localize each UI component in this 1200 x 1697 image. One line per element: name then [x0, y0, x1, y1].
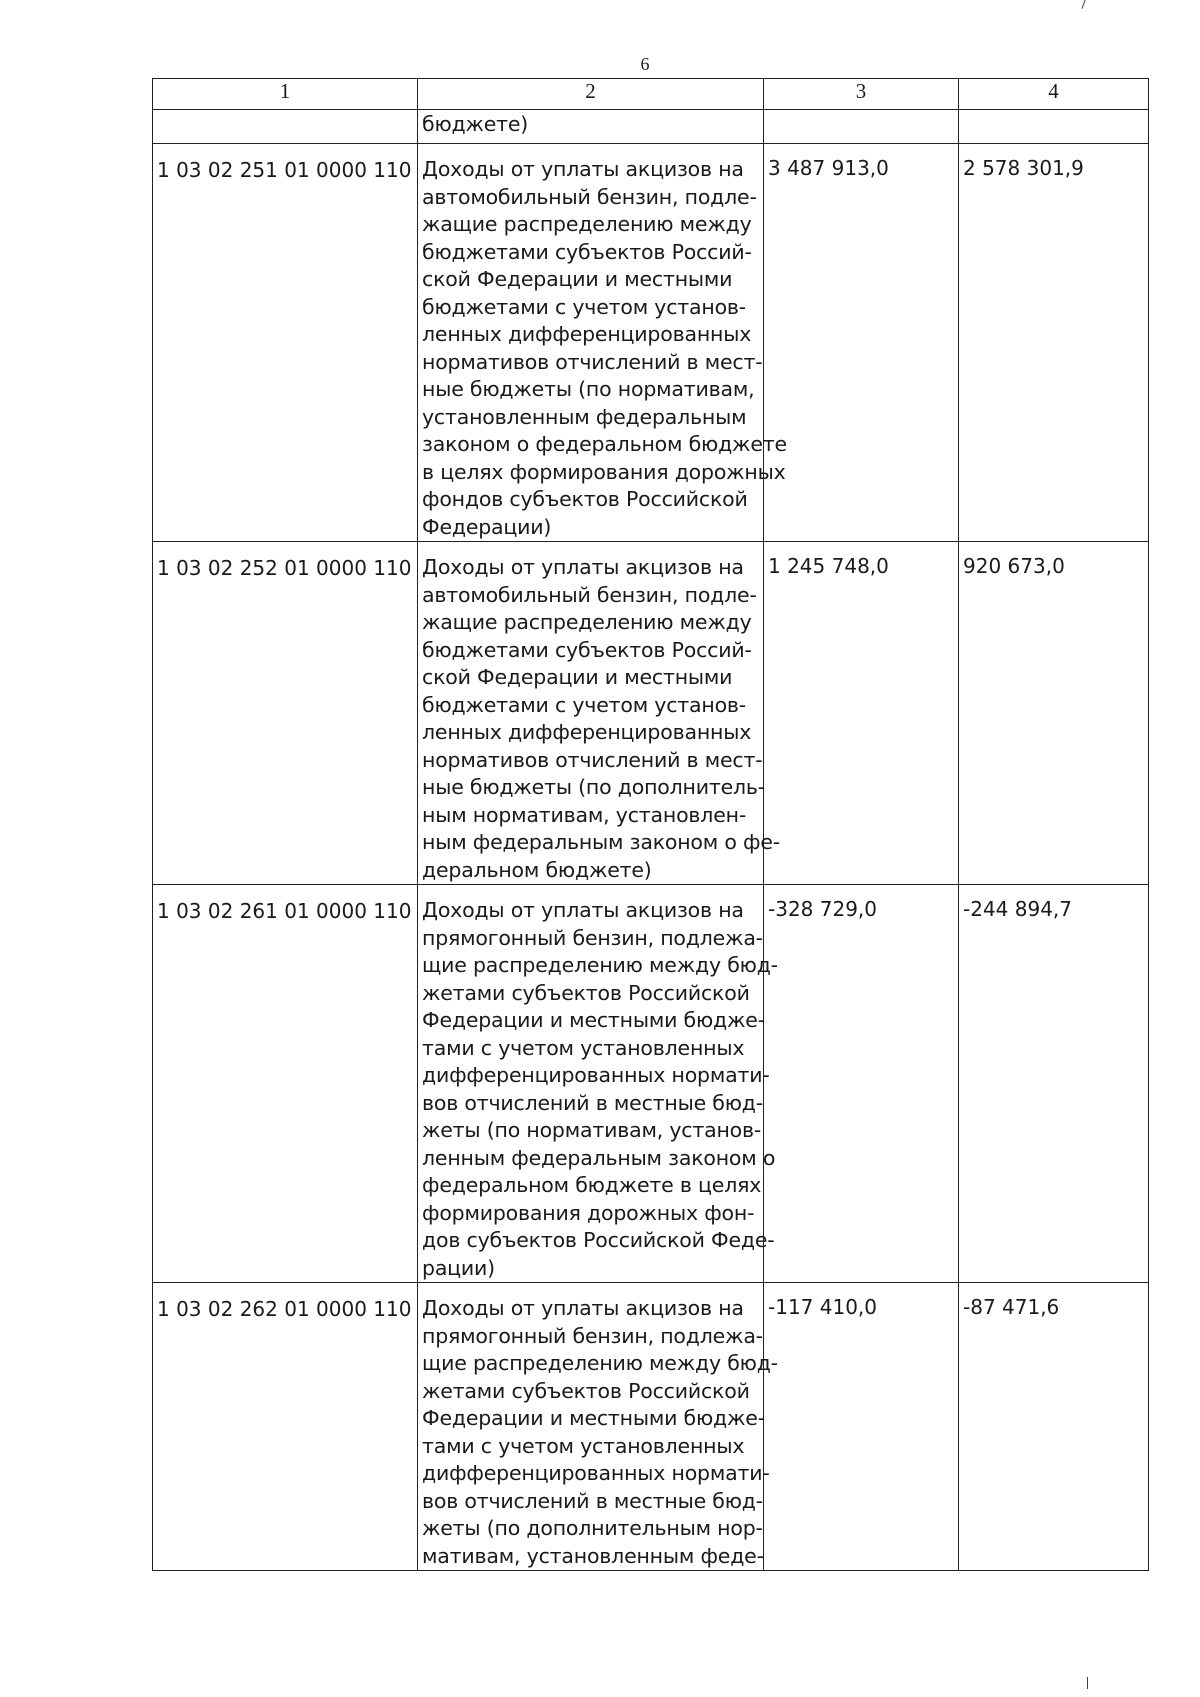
description-line: тами с учетом установленных — [422, 1035, 745, 1060]
amount-col-4: 920 673,0 — [959, 542, 1149, 885]
revenue-description — [418, 144, 787, 542]
description-line: дифференцированных нормати- — [422, 1063, 770, 1087]
revenue-description — [418, 885, 778, 1283]
description-line: жащие распределению между — [422, 610, 752, 634]
description-line: жетами субъектов Российской — [422, 980, 750, 1005]
table-header-row — [153, 79, 1149, 110]
description-line: бюджетами с учетом установ- — [422, 294, 747, 319]
amount-col-3: 1 245 748,0 — [764, 542, 959, 885]
description-line: прямогонный бензин, подлежа- — [422, 925, 763, 950]
description-line: федеральном бюджете в целях — [422, 1173, 762, 1197]
description-line: Доходы от уплаты акцизов на — [422, 555, 744, 579]
description-line: жащие распределению между — [422, 212, 752, 236]
description-line: ным федеральным законом о фе- — [422, 830, 780, 854]
description-line: тами с учетом установленных — [422, 1433, 745, 1458]
description-line: ской Федерации и местными — [422, 665, 733, 689]
table-row — [153, 542, 1149, 885]
description-line: нормативов отчислений в мест- — [422, 349, 763, 374]
header-col-2: 2 — [418, 79, 764, 110]
description-line: вов отчислений в местные бюд- — [422, 1488, 763, 1513]
description-line: Федерации) — [422, 514, 552, 539]
description-line: автомобильный бензин, подле- — [422, 582, 757, 607]
amount-col-4: -87 471,6 — [959, 1283, 1149, 1571]
revenue-description — [418, 542, 780, 885]
description-line: щие распределению между бюд- — [422, 1351, 778, 1375]
description-line: бюджетами субъектов Россий- — [422, 239, 752, 264]
amount-col-3: -328 729,0 — [764, 885, 959, 1283]
continuation-description — [418, 110, 764, 144]
budget-classification-code: 1 03 02 261 01 0000 110 — [153, 885, 418, 1283]
revenue-description — [418, 1283, 778, 1571]
budget-classification-code: 1 03 02 252 01 0000 110 — [153, 542, 418, 885]
revenue-table — [152, 78, 1149, 1571]
scan-corner-mark — [1082, 0, 1092, 11]
description-line: бюджете) — [422, 112, 529, 136]
description-line: законом о федеральном бюджете — [422, 432, 787, 456]
continuation-col3 — [764, 110, 959, 144]
description-line: ным нормативам, установлен- — [422, 802, 747, 827]
description-line: Федерации и местными бюдже- — [422, 1406, 765, 1430]
description-line: в целях формирования дорожных — [422, 459, 786, 484]
budget-classification-code: 1 03 02 251 01 0000 110 — [153, 144, 418, 542]
description-line: вов отчислений в местные бюд- — [422, 1090, 763, 1115]
description-line: установленным федеральным — [422, 404, 747, 429]
description-line: мативам, установленным феде- — [422, 1543, 764, 1568]
description-line: Доходы от уплаты акцизов на — [422, 1296, 744, 1320]
continuation-code — [153, 110, 418, 144]
amount-col-4: 2 578 301,9 — [959, 144, 1149, 542]
description-line: щие распределению между бюд- — [422, 953, 778, 977]
description-line: бюджетами с учетом установ- — [422, 692, 747, 717]
continuation-row — [153, 110, 1149, 144]
description-line: ской Федерации и местными — [422, 267, 733, 291]
description-line: Федерации и местными бюдже- — [422, 1008, 765, 1032]
description-line: фондов субъектов Российской — [422, 487, 748, 511]
page-number: 6 — [640, 54, 650, 74]
description-line: жетами субъектов Российской — [422, 1378, 750, 1403]
header-col-3: 3 — [764, 79, 959, 110]
table-row — [153, 144, 1149, 542]
description-line: дов субъектов Российской Феде- — [422, 1228, 775, 1252]
budget-classification-code: 1 03 02 262 01 0000 110 — [153, 1283, 418, 1571]
description-line: жеты (по дополнительным нор- — [422, 1516, 763, 1540]
description-line: ленных дифференцированных — [422, 720, 752, 744]
description-line: ные бюджеты (по нормативам, — [422, 377, 755, 401]
description-line: рации) — [422, 1255, 495, 1280]
header-col-4: 4 — [959, 79, 1149, 110]
description-line: бюджетами субъектов Россий- — [422, 637, 752, 662]
amount-col-3: 3 487 913,0 — [764, 144, 959, 542]
amount-col-4: -244 894,7 — [959, 885, 1149, 1283]
description-line: прямогонный бензин, подлежа- — [422, 1323, 763, 1348]
description-line: Доходы от уплаты акцизов на — [422, 898, 744, 922]
description-line: деральном бюджете) — [422, 857, 652, 882]
scan-bottom-mark — [1087, 1677, 1088, 1689]
header-col-1: 1 — [153, 79, 418, 110]
description-line: дифференцированных нормати- — [422, 1461, 770, 1485]
description-line: нормативов отчислений в мест- — [422, 747, 763, 772]
description-line: ленным федеральным законом о — [422, 1145, 776, 1170]
description-line: формирования дорожных фон- — [422, 1200, 755, 1225]
amount-col-3: -117 410,0 — [764, 1283, 959, 1571]
description-line: автомобильный бензин, подле- — [422, 184, 757, 209]
description-line: Доходы от уплаты акцизов на — [422, 157, 744, 181]
continuation-col4 — [959, 110, 1149, 144]
description-line: жеты (по нормативам, установ- — [422, 1118, 762, 1142]
table-row — [153, 1283, 1149, 1571]
description-line: ленных дифференцированных — [422, 322, 752, 346]
description-line: ные бюджеты (по дополнитель- — [422, 775, 766, 799]
table-row — [153, 885, 1149, 1283]
